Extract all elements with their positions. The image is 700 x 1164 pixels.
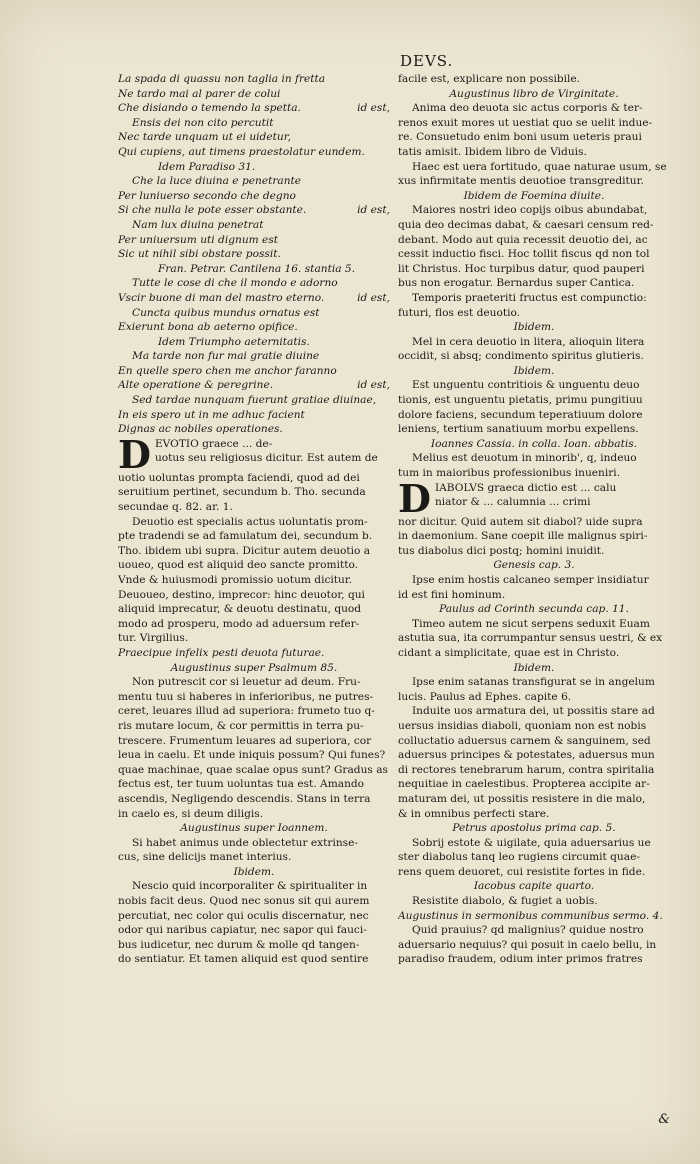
text-line: Augustinus super Ioannem. bbox=[180, 822, 328, 835]
text-line: id est fini hominum. bbox=[398, 588, 506, 601]
text-line: leniens, tertium sanatiuum morbu expellens. bbox=[398, 423, 639, 436]
text-line: maturam dei, ut possitis resistere in die malo, bbox=[398, 792, 646, 805]
text-line: tionis, est unguentu pietatis, primu pungitiuu bbox=[398, 394, 643, 407]
text-line: nobis facit deus. Quod nec sonus sit qui aurem bbox=[118, 895, 370, 908]
text-line: astutia sua, ita corrumpantur sensus uestri, & ex bbox=[398, 632, 663, 645]
text-line: uoueo, quod est aliquid deo sancte promitto. bbox=[118, 559, 359, 572]
text-line: facile est, explicare non possibile. bbox=[398, 73, 581, 85]
text-line: Augustinus libro de Virginitate. bbox=[449, 87, 619, 100]
text-line: in daemonium. Sane coepit ille malignus spiri- bbox=[398, 530, 648, 543]
text-line: ris mutare locum, & cor permittis in terra pu- bbox=[118, 719, 364, 732]
text-line: Resistite diabolo, & fugiet a uobis. bbox=[412, 895, 598, 908]
text-line: mentu tuu si haberes in inferioribus, ne putres- bbox=[118, 690, 374, 703]
text-line: Ibidem. bbox=[513, 364, 555, 377]
margin-ref: id est, bbox=[357, 102, 390, 115]
text-line: Ibidem de Foemina diuite. bbox=[463, 189, 605, 202]
text-line: Che disiando o temendo la spetta. id est, bbox=[118, 102, 390, 115]
text-line: lit Christus. Hoc turpibus datur, quod pauperi bbox=[398, 262, 645, 275]
text-line: xus infirmitate mentis deuotioe transgreditur. bbox=[398, 175, 644, 188]
text-line: ceret, leuares illud ad superiora: frumeto tuo q- bbox=[118, 705, 375, 718]
text-line: ster diabolus tanq leo rugiens circumit quae- bbox=[398, 851, 640, 864]
text-line: Iacobus capite quarto. bbox=[473, 880, 595, 893]
text-line: trescere. Frumentum leuares ad superiora, cor bbox=[118, 734, 372, 747]
text-line: Idem Triumpho aeternitatis. bbox=[158, 335, 310, 348]
text-line: Nec tarde unquam ut ei uidetur, bbox=[118, 131, 291, 144]
text-line: futuri, flos est deuotio. bbox=[398, 306, 521, 319]
text-line: bus non erogatur. Bernardus super Cantica. bbox=[398, 277, 635, 290]
text-line: Cuncta quibus mundus ornatus est bbox=[132, 306, 320, 319]
left-column bbox=[118, 72, 390, 967]
text-line: Dignas ac nobiles operationes. bbox=[118, 423, 283, 436]
text-line: uersus insidias diaboli, quoniam non est nobis bbox=[398, 719, 647, 732]
text-line: Quid prauius? qd malignius? quidue nostro bbox=[412, 924, 644, 937]
drop-cap: D bbox=[398, 475, 431, 521]
text-line: Ibidem. bbox=[513, 661, 555, 674]
text-line: La spada di quassu non taglia in fretta bbox=[118, 73, 326, 85]
text-line: Che la luce diuina e penetrante bbox=[132, 175, 302, 188]
text-line: tur. Virgilius. bbox=[118, 632, 189, 645]
text-line: Genesis cap. 3. bbox=[493, 559, 575, 572]
text-line: cessit inductio fisci. Hoc tollit fiscus qd non tol bbox=[398, 248, 650, 261]
text-line: Non putrescit cor si leuetur ad deum. Fru- bbox=[132, 676, 361, 689]
drop-cap: D bbox=[118, 431, 151, 477]
text-line: bus iudicetur, nec durum & molle qd tangen- bbox=[118, 938, 360, 951]
text-line: & in omnibus perfecti stare. bbox=[398, 807, 550, 820]
text-line: Ibidem. bbox=[233, 865, 275, 878]
text-line: Temporis praeteriti fructus est compunctio: bbox=[412, 291, 647, 304]
text-line: Sobrij estote & uigilate, quia aduersarius ue bbox=[412, 836, 651, 849]
text-line: odor qui naribus capiatur, nec sapor qui fauci- bbox=[118, 924, 367, 937]
text-line: EVOTIO graece ... de- bbox=[154, 437, 273, 450]
text-line: Anima deo deuota sic actus corporis & ter- bbox=[412, 102, 643, 115]
margin-ref: id est, bbox=[357, 204, 390, 217]
text-line: pte tradendi se ad famulatum dei, secundum b. bbox=[118, 530, 373, 543]
text-line: renos exuit mores ut uestiat quo se uelit indue- bbox=[398, 116, 653, 129]
text-line: Praecipue infelix pesti deuota futurae. bbox=[118, 646, 325, 659]
text-line: Nescio quid incorporaliter & spiritualiter in bbox=[132, 880, 368, 893]
text-line: Alte operatione & peregrine. id est, bbox=[118, 379, 390, 392]
text-line: debant. Modo aut quia recessit deuotio dei, ac bbox=[398, 233, 648, 246]
text-line: lucis. Paulus ad Ephes. capite 6. bbox=[398, 690, 572, 703]
text-line: Ne tardo mai al parer de colui bbox=[118, 87, 281, 100]
text-line: aduersario nequius? qui posuit in caelo bellu, in bbox=[398, 938, 657, 951]
devotio-paragraph bbox=[118, 431, 390, 486]
text-line: En quelle spero chen me anchor faranno bbox=[118, 364, 337, 377]
text-line: Induite uos armatura dei, ut possitis stare ad bbox=[412, 705, 655, 718]
text-line: Idem Paradiso 31. bbox=[158, 160, 256, 173]
text-line: IABOLVS graeca dictio est ... calu bbox=[434, 481, 617, 494]
text-line: Sic ut nihil sibi obstare possit. bbox=[118, 248, 281, 261]
text-line: ascendis, Negligendo descendis. Stans in terra bbox=[118, 792, 371, 805]
text-line: cus, sine delicijs manet interius. bbox=[118, 851, 292, 864]
text-line: Ensis dei non cito percutit bbox=[132, 116, 274, 129]
text-line: Ipse enim satanas transfigurat se in angelum bbox=[412, 676, 655, 689]
text-line: uotio uoluntas prompta faciendi, quod ad dei bbox=[118, 471, 360, 484]
text-line: Vnde & huiusmodi promissio uotum dicitur. bbox=[118, 574, 353, 586]
catchword: & bbox=[658, 1112, 670, 1127]
text-line: re. Consuetudo enim boni usum ueteris praui bbox=[398, 131, 642, 144]
text-line: Ibidem. bbox=[513, 321, 555, 334]
text-line: cidant a simplicitate, quae est in Christo. bbox=[398, 646, 620, 659]
text-line: Petrus apostolus prima cap. 5. bbox=[452, 822, 616, 835]
text-line: Per uniuersum uti dignum est bbox=[118, 233, 279, 246]
text-line: Augustinus super Psalmum 85. bbox=[170, 661, 338, 674]
text-line: uotus seu religiosus dicitur. Est autem de bbox=[154, 452, 378, 465]
text-line: Fran. Petrar. Cantilena 16. stantia 5. bbox=[158, 262, 356, 275]
text-line: quae machinae, quae scalae opus sunt? Gradus as bbox=[118, 763, 388, 776]
text-line: quia deo decimas dabat, & caesari censum red- bbox=[398, 218, 654, 231]
text-line: Sed tardae nunquam fuerunt gratiae diuinae, bbox=[132, 394, 377, 407]
text-line: Si che nulla le pote esser obstante. id est, bbox=[118, 204, 390, 217]
text-line: aduersus principes & potestates, aduersus mun bbox=[398, 749, 655, 762]
text-line: Deuoueo, destino, imprecor: hinc deuotor, qui bbox=[118, 588, 365, 601]
text-line: modo ad prosperu, modo ad aduersum refer- bbox=[118, 617, 360, 630]
right-column bbox=[398, 72, 670, 967]
text-line: fectus est, ter tuum uoluntas tua est. Amando bbox=[118, 778, 365, 791]
text-line: In eis spero ut in me adhuc facient bbox=[118, 408, 305, 421]
text-line: aliquid imprecatur, & deuotu destinatu, quod bbox=[118, 603, 362, 616]
text-line: dolore faciens, secundum teperatiuum dolore bbox=[398, 408, 643, 421]
text-line: rens quem deuoret, cui resistite fortes in fide. bbox=[398, 865, 646, 878]
text-line: tum in maioribus professionibus inueniri. bbox=[398, 467, 621, 480]
text-line: Per luniuerso secondo che degno bbox=[118, 189, 296, 202]
text-line: Augustinus in sermonibus communibus sermo. 4. bbox=[398, 909, 663, 922]
text-line: nequitiae in caelestibus. Propterea accipite ar- bbox=[398, 778, 650, 791]
diabolus-paragraph bbox=[398, 475, 670, 530]
text-line: do sentiatur. Et tamen aliquid est quod sentire bbox=[118, 953, 369, 966]
text-line: Melius est deuotum in minorib', q, indeuo bbox=[412, 452, 637, 465]
text-line: Timeo autem ne sicut serpens seduxit Euam bbox=[412, 617, 650, 630]
text-line: Tho. ibidem ubi supra. Dicitur autem deuotio a bbox=[118, 544, 371, 557]
text-line: Si habet animus unde oblectetur extrinse- bbox=[132, 836, 358, 849]
text-line: secundae q. 82. ar. 1. bbox=[118, 501, 233, 514]
text-line: Ma tarde non fur mai gratie diuine bbox=[132, 350, 320, 363]
margin-ref: id est, bbox=[357, 379, 390, 392]
text-line: paradiso fraudem, odium inter primos fratres bbox=[398, 953, 643, 966]
text-line: Mel in cera deuotio in litera, alioquin litera bbox=[412, 335, 645, 348]
text-line: nor dicitur. Quid autem sit diabol? uide supra bbox=[398, 515, 643, 528]
text-line: seruitium pertinet, secundum b. Tho. secunda bbox=[118, 486, 366, 499]
text-line: leua in caelu. Et unde iniquis possum? Qui funes? bbox=[118, 749, 386, 762]
text-line: Ioannes Cassia. in colla. Ioan. abbatis. bbox=[430, 437, 638, 450]
text-line: Maiores nostri ideo copijs oibus abundabat, bbox=[412, 204, 648, 217]
text-line: Exierunt bona ab aeterno opifice. bbox=[118, 321, 298, 334]
text-line: Paulus ad Corinth secunda cap. 11. bbox=[439, 603, 629, 616]
text-line: colluctatio aduersus carnem & sanguinem, sed bbox=[398, 734, 651, 747]
text-line: Deuotio est specialis actus uoluntatis prom- bbox=[132, 515, 368, 528]
text-line: occidit, si absq; condimento spiritus glutieris. bbox=[398, 350, 644, 363]
text-line: tatis amisit. Ibidem libro de Viduis. bbox=[398, 145, 587, 158]
text-line: Est unguentu contritiois & unguentu deuo bbox=[412, 379, 640, 392]
text-line: Qui cupiens, aut timens praestolatur eundem. bbox=[118, 145, 365, 158]
text-line: tus diabolus dici postq; homini inuidit. bbox=[398, 544, 605, 557]
running-head: DEVS. bbox=[400, 52, 454, 70]
text-line: di rectores tenebrarum harum, contra spiritalia bbox=[398, 763, 655, 776]
text-line: niator & ... calumnia ... crimi bbox=[434, 496, 591, 509]
text-line: Ipse enim hostis calcaneo semper insidiatur bbox=[412, 574, 649, 586]
text-line: in caelo es, si deum diligis. bbox=[118, 807, 264, 820]
text-line: Tutte le cose di che il mondo e adorno bbox=[132, 277, 338, 290]
margin-ref: id est, bbox=[357, 291, 390, 304]
text-line: percutiat, nec color qui oculis discernatur, nec bbox=[118, 909, 369, 922]
text-line: Haec est uera fortitudo, quae naturae usum, se bbox=[412, 160, 667, 173]
text-line: Vscir buone di man del mastro eterno. id est, bbox=[118, 291, 390, 304]
text-line: Nam lux diuina penetrat bbox=[132, 218, 264, 231]
